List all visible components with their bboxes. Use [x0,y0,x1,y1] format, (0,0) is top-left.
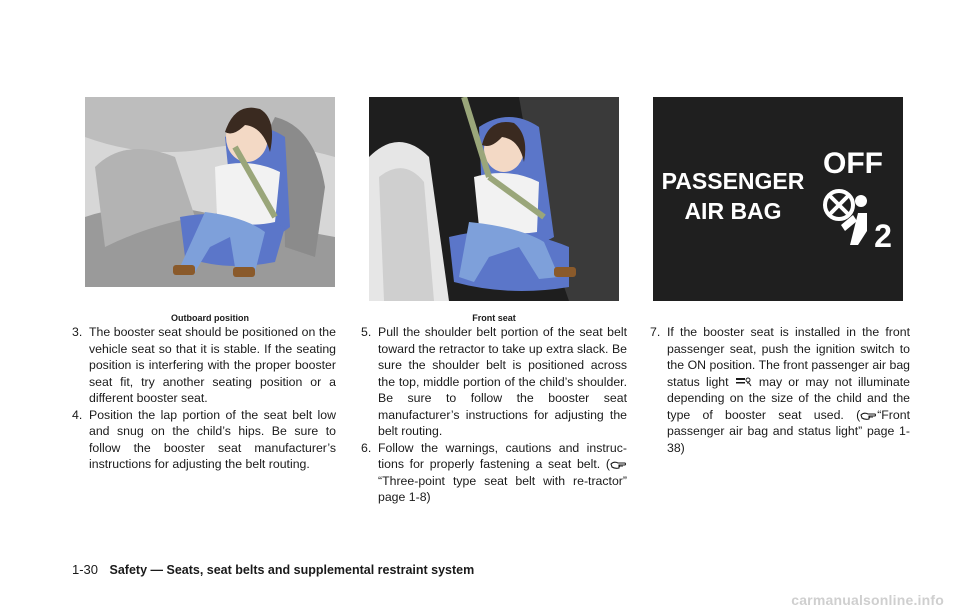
watermark: carmanualsonline.info [791,592,944,608]
step-4 [72,407,336,473]
step-text-c: “Front passenger air bag and status light” page 1-38) [667,407,910,455]
step-text: The booster seat should be positioned on the vehicle seat so that it is stable. If the seating position is interfering with the proper booster seat fit, try another seating position or a different booster seat. [89,325,336,405]
step-text: Position the lap portion of the seat belt low and snug on the child’s hips. Be sure to follow the booster seat manufacturer’s instructions for adjusting the belt routing. [89,407,336,471]
panel-line1: PASSENGER [661,168,805,194]
step-text-a: If the booster seat is installed in the front passenger seat, push the ignition switch to the ON position. The front passenger air bag status light [667,325,910,389]
page-reference-icon [860,410,877,421]
outboard-booster-illustration [85,97,335,287]
step-text-b: may or may not illuminate depending on the size of the child and the type of booster seat used. ( [667,374,910,422]
front-seat-figure [369,97,619,301]
outboard-caption: Outboard position [171,313,249,323]
step-number: 3. [72,325,83,339]
panel-digit: 2 [874,218,892,254]
panel-line2: AIR BAG [684,198,782,224]
column-1 [72,324,336,473]
step-text-before: Follow the warnings, cautions and instruc-tions for properly fastening a seat belt. ( [378,440,627,471]
step-number: 6. [361,440,372,455]
column-2 [361,324,627,506]
airbag-status-panel [653,97,903,301]
page-number: 1-30 [72,562,99,577]
front-seat-caption: Front seat [472,313,516,323]
outboard-position-figure [85,97,335,287]
step-text: Pull the shoulder belt portion of the seat belt toward the retractor to take up extra slack. Be sure the shoulder belt is positioned across the top, middle portion of the child’s shoulder. Be sure to follow the booster seat manufacturer’s instructions for adjusting the belt routing. [378,325,627,438]
step-number: 7. [650,325,661,339]
step-number: 4. [72,407,83,422]
step-6 [361,440,627,506]
passenger-airbag-status-icon [735,377,753,387]
page-reference-icon [610,459,627,470]
column-3 [650,324,910,456]
panel-off-label: OFF [823,147,883,180]
step-7 [650,324,910,456]
section-title: Safety — Seats, seat belts and supplemental restraint system [109,563,475,577]
step-5 [361,324,627,440]
front-seat-booster-illustration [369,97,619,301]
step-3 [72,324,336,407]
page-footer [72,562,474,577]
step-text-after: “Three-point type seat belt with re-tractor” page 1-8) [378,473,627,504]
step-number: 5. [361,325,372,339]
